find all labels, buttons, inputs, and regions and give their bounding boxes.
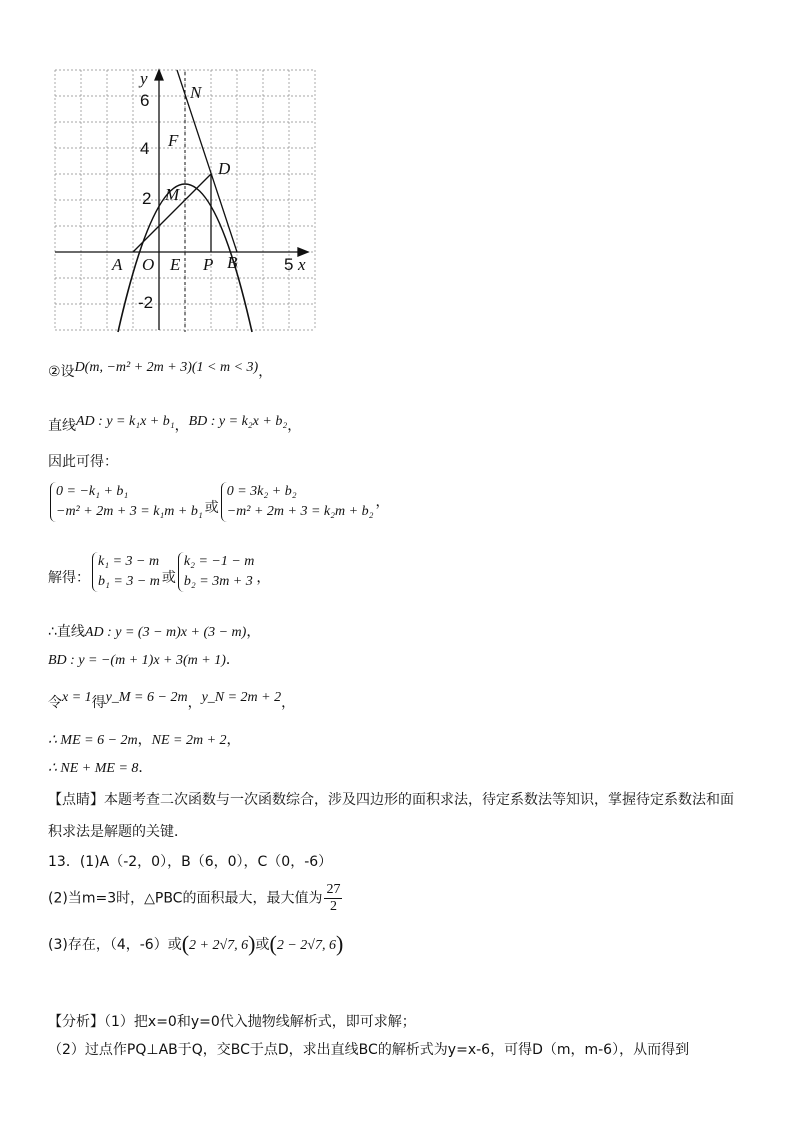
l5-prefix: 解得： bbox=[48, 570, 90, 586]
l10-suffix: ． bbox=[138, 760, 153, 776]
analysis-line-2: （2）过点作PQ⊥AB于Q，交BC于点D，求出直线BC的解析式为y=x-6，可得D（m，m-6），从而得到 bbox=[48, 1042, 690, 1058]
l8-yN: y_N = 2m + 2 bbox=[201, 690, 282, 705]
l2-math1: AD : y = k₁x + b₁ bbox=[76, 414, 175, 429]
l1-math: D(m, −m² + 2m + 3)(1 < m < 3) bbox=[74, 360, 259, 375]
line-solutions bbox=[48, 552, 270, 592]
sol2-row1: k₂ = −1 − m bbox=[183, 554, 255, 569]
q13-point2: (2 − 2√7, 6) bbox=[269, 931, 344, 956]
q13-part2-text: (2)当m=3时，△PBC的面积最大，最大值为 bbox=[48, 890, 323, 907]
l8-sep: ， bbox=[187, 695, 202, 711]
comment-line-1: 【点睛】本题考查二次函数与一次函数综合，涉及四边形的面积求法，待定系数法等知识，掌握待定系数法和面 bbox=[48, 792, 734, 808]
label-P: P bbox=[203, 255, 214, 274]
l2-sep: ， bbox=[174, 418, 189, 434]
line-AD-equation bbox=[48, 622, 260, 643]
function-graph bbox=[50, 60, 330, 340]
l7-math: BD : y = −(m + 1)x + 3(m + 1) bbox=[48, 653, 226, 668]
tick-x5: 5 bbox=[284, 255, 294, 274]
line-systems bbox=[48, 482, 389, 522]
l2-prefix: 直线 bbox=[48, 418, 76, 434]
q13-part3-text: (3)存在，（4，-6）或 bbox=[48, 937, 182, 953]
q13-part1: 13．(1)A（-2，0），B（6，0），C（0，-6） bbox=[48, 854, 333, 870]
point2-coords: 2 − 2√7, 6 bbox=[276, 938, 336, 953]
label-E: E bbox=[170, 255, 181, 274]
l2-suffix: ， bbox=[287, 418, 302, 434]
l8-yM: y_M = 6 − 2m bbox=[105, 690, 188, 705]
l6-math: AD : y = (3 − m)x + (3 − m) bbox=[84, 625, 247, 640]
l9-sep: ， bbox=[137, 732, 152, 748]
q13-part3 bbox=[48, 931, 344, 956]
solution-1 bbox=[92, 552, 160, 592]
tick-y4: 4 bbox=[140, 139, 150, 158]
sys1-row2: −m² + 2m + 3 = k₁m + b₁ bbox=[56, 504, 203, 519]
label-F: F bbox=[168, 131, 179, 150]
l8-suffix: ， bbox=[281, 695, 296, 711]
l7-suffix: ． bbox=[225, 652, 240, 668]
sys2-row2: −m² + 2m + 3 = k₂m + b₂ bbox=[226, 504, 374, 519]
q13-part2 bbox=[48, 882, 344, 915]
q13-or: 或 bbox=[255, 937, 270, 953]
sys1-row1: 0 = −k₁ + b₁ bbox=[56, 484, 129, 499]
line-sum bbox=[48, 758, 152, 779]
line-set-D bbox=[48, 358, 272, 382]
l10-sum: ∴ NE + ME = 8 bbox=[48, 761, 139, 776]
label-D: D bbox=[218, 159, 231, 178]
label-N: N bbox=[190, 83, 202, 102]
line-ME-NE bbox=[48, 730, 241, 751]
l5-suffix: ， bbox=[256, 570, 271, 586]
analysis-line-1: 【分析】（1）把x=0和y=0代入抛物线解析式，即可求解； bbox=[48, 1014, 416, 1030]
tick-y6: 6 bbox=[140, 91, 150, 110]
frac-numerator: 27 bbox=[326, 882, 341, 897]
l4-suffix: ， bbox=[375, 494, 390, 510]
l5-or: 或 bbox=[161, 570, 176, 586]
l4-or: 或 bbox=[204, 500, 219, 516]
sys2-row1: 0 = 3k₂ + b₂ bbox=[226, 484, 297, 499]
l1-prefix: ②设 bbox=[48, 364, 75, 380]
l3-text: 因此可得： bbox=[48, 454, 118, 470]
label-B: B bbox=[227, 253, 238, 272]
l9-suffix: ， bbox=[226, 732, 241, 748]
solution-2 bbox=[178, 552, 255, 592]
comment-line-2: 积求法是解题的关键． bbox=[48, 824, 188, 840]
l8-x: x = 1 bbox=[62, 690, 92, 705]
label-y-axis: y bbox=[140, 69, 148, 88]
l9-NE: NE = 2m + 2 bbox=[151, 733, 227, 748]
label-x-axis: x bbox=[298, 255, 306, 274]
frac-denominator: 2 bbox=[329, 899, 337, 914]
line-therefore bbox=[48, 452, 118, 472]
sol2-row2: b₂ = 3m + 3 bbox=[183, 574, 253, 589]
line-lines-AD-BD bbox=[48, 412, 301, 436]
l6-suffix: ， bbox=[246, 624, 261, 640]
l9-ME: ∴ ME = 6 − 2m bbox=[48, 733, 138, 748]
q13-max-value bbox=[324, 882, 342, 915]
sol1-row2: b₁ = 3 − m bbox=[98, 574, 160, 589]
l6-prefix: ∴直线 bbox=[48, 624, 85, 640]
line-BD-equation bbox=[48, 650, 240, 671]
sol1-row1: k₁ = 3 − m bbox=[98, 554, 160, 569]
tick-y2: 2 bbox=[142, 189, 152, 208]
label-A: A bbox=[112, 255, 123, 274]
system-2 bbox=[221, 482, 374, 522]
tick-y-neg2: -2 bbox=[138, 293, 154, 312]
q13-point1: (2 + 2√7, 6) bbox=[181, 931, 256, 956]
label-O: O bbox=[142, 255, 155, 274]
l8-get: 得 bbox=[91, 695, 106, 711]
point1-coords: 2 + 2√7, 6 bbox=[189, 938, 249, 953]
l1-suffix: ， bbox=[258, 364, 273, 380]
label-M: M bbox=[165, 185, 180, 204]
line-let-x bbox=[48, 688, 295, 713]
system-1 bbox=[50, 482, 203, 522]
l8-let: 令 bbox=[48, 695, 62, 711]
l2-math2: BD : y = k₂x + b₂ bbox=[188, 414, 288, 429]
